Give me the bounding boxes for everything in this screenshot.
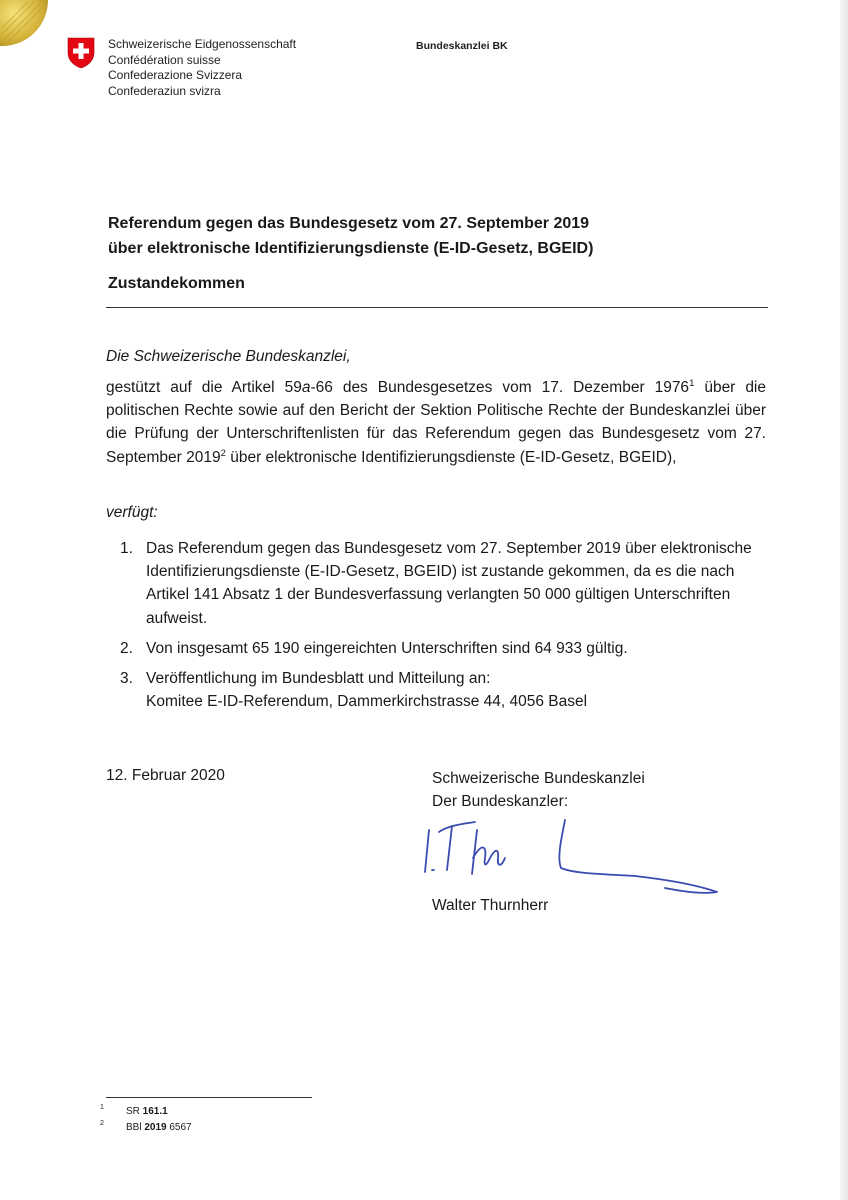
list-item-text: Veröffentlichung im Bundesblatt und Mitteilung an:: [146, 670, 491, 688]
name-italian: Confederazione Svizzera: [108, 68, 243, 82]
list-item: [120, 637, 760, 660]
list-item: [120, 537, 760, 630]
footnote-suffix: 6567: [166, 1122, 192, 1133]
footnote-2: [100, 1120, 192, 1136]
document-title: [108, 211, 593, 261]
list-item-text: Von insgesamt 65 190 eingereichten Unterschriften sind 64 933 gültig.: [146, 639, 628, 657]
footnote-ref: 161.1: [142, 1106, 168, 1117]
signature-block: [432, 767, 645, 813]
handwritten-signature: [405, 812, 735, 904]
para-part-3: über die politischen Rechte sowie auf den Bericht der Sektion Politische Rechte der Bundeskanzlei über die Prüfung der Unterschriftenlisten für das Referendum gegen das Bundesgesetz vom 27. September 2019: [106, 379, 766, 466]
name-german: Schweizerische Eidgenossenschaft: [108, 37, 297, 51]
footnote-divider: [106, 1097, 312, 1098]
name-romansh: Confederaziun svizra: [108, 83, 221, 98]
title-divider: [106, 307, 768, 308]
footnote-ref-2: 2: [220, 447, 226, 459]
footnote-1: [100, 1104, 192, 1120]
title-line-2: über elektronische Identifizierungsdienste (E-ID-Gesetz, BGEID): [108, 240, 594, 257]
list-item-number: 3.: [120, 670, 133, 688]
signer-role: Der Bundeskanzler:: [432, 793, 569, 811]
intro-text: Die Schweizerische Bundeskanzlei,: [106, 348, 351, 365]
page-edge: [840, 0, 848, 1200]
gold-seal-icon: [0, 0, 56, 56]
decision-list: [120, 537, 760, 720]
document-subtitle: Zustandekommen: [108, 275, 245, 292]
decree-label: verfügt:: [106, 504, 158, 521]
footnote-ref: 2019: [144, 1122, 167, 1133]
para-part-1: gestützt auf die Artikel 59: [106, 379, 302, 396]
confederation-names: [108, 37, 296, 99]
para-part-4: über elektronische Identifizierungsdienste (E-ID-Gesetz, BGEID),: [225, 448, 677, 466]
list-item-address: Komitee E-ID-Referendum, Dammerkirchstrasse 44, 4056 Basel: [146, 693, 588, 711]
list-item-text: Das Referendum gegen das Bundesgesetz vom 27. September 2019 über elektronische Identifizierungsdienste (E-ID-Gesetz, BGEID) ist zustande gekommen, da es die nach Artikel 141 Absatz 1 der Bundesverfassung verlangten 50 000 gültigen Unterschriften aufweist.: [146, 540, 752, 627]
department-label: Bundeskanzlei BK: [416, 40, 508, 52]
signing-authority: Schweizerische Bundeskanzlei: [432, 770, 645, 787]
footnote-mark: 2: [100, 1120, 104, 1127]
footnote-prefix: SR: [126, 1106, 143, 1117]
footnote-mark: 1: [100, 1104, 104, 1111]
footnote-ref-1: 1: [689, 377, 695, 389]
title-line-1: Referendum gegen das Bundesgesetz vom 27. September 2019: [108, 215, 590, 232]
list-item: [120, 667, 760, 713]
swiss-coat-of-arms-icon: [66, 36, 96, 69]
list-item-number: 1.: [120, 540, 133, 557]
para-part-2: -66 des Bundesgesetzes vom 17. Dezember 1976: [310, 379, 690, 396]
footnotes: [100, 1104, 192, 1136]
name-french: Confédération suisse: [108, 52, 221, 67]
para-italic: a: [301, 379, 311, 396]
footnote-prefix: BBl: [126, 1122, 145, 1133]
document-date: 12. Februar 2020: [106, 767, 225, 784]
signer-name: Walter Thurnherr: [432, 897, 549, 914]
list-item-number: 2.: [120, 639, 133, 657]
legal-basis-paragraph: [106, 376, 766, 469]
